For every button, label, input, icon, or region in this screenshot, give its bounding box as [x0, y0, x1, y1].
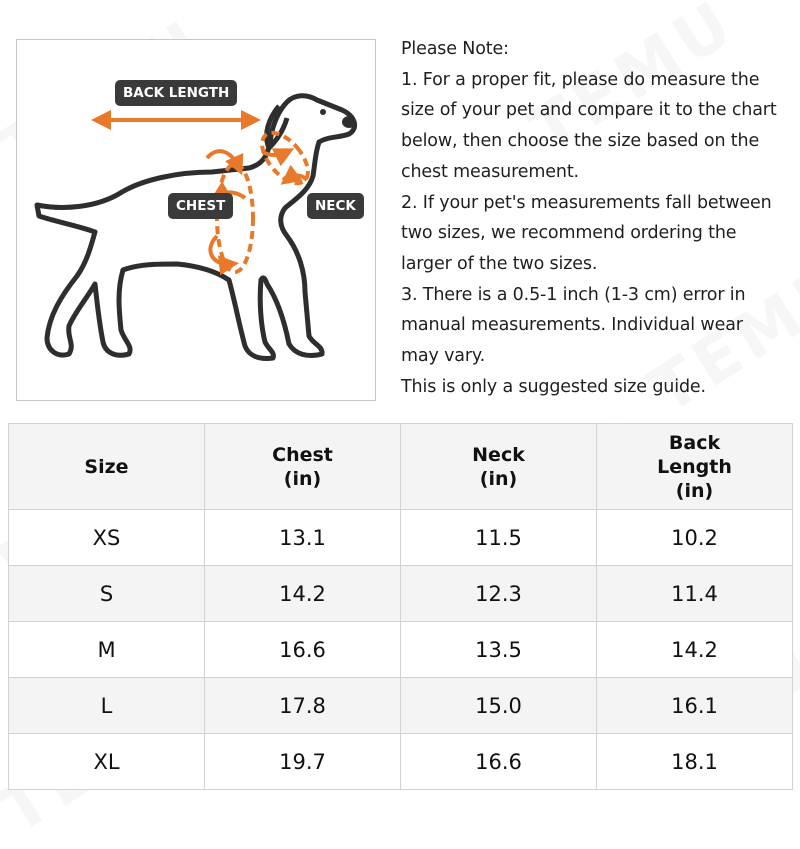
chest-arrow-bottom	[210, 236, 231, 264]
dog-silhouette	[37, 96, 355, 359]
note-line: size of your pet and compare it to the chart	[401, 100, 777, 121]
table-row	[9, 622, 793, 678]
back-length-cell: 16.1	[597, 678, 793, 734]
note-line: 3. There is a 0.5-1 inch (1-3 cm) error in	[401, 284, 746, 305]
neck-cell: 15.0	[401, 678, 597, 734]
chest-label: CHEST	[168, 193, 233, 219]
note-line: manual measurements. Individual wear	[401, 315, 743, 336]
note-line: may vary.	[401, 346, 486, 367]
note-line: below, then choose the size based on the	[401, 131, 760, 152]
neck-cell: 16.6	[401, 734, 597, 790]
header-chest: Chest (in)	[205, 424, 401, 510]
note-line: 1. For a proper fit, please do measure the	[401, 69, 760, 90]
header-back-length: Back Length (in)	[597, 424, 793, 510]
note-line: larger of the two sizes.	[401, 253, 598, 274]
note-line: This is only a suggested size guide.	[401, 376, 706, 397]
chest-cell: 19.7	[205, 734, 401, 790]
size-cell: L	[9, 678, 205, 734]
note-line: 2. If your pet's measurements fall between	[401, 192, 772, 213]
neck-cell: 11.5	[401, 510, 597, 566]
header-size: Size	[9, 424, 205, 510]
size-cell: M	[9, 622, 205, 678]
table-row	[9, 678, 793, 734]
table-row	[9, 566, 793, 622]
neck-label: NECK	[307, 193, 364, 219]
back-length-cell: 11.4	[597, 566, 793, 622]
size-note	[401, 34, 797, 402]
back-length-cell: 10.2	[597, 510, 793, 566]
note-line: Please Note:	[401, 39, 509, 59]
neck-arrow	[263, 152, 287, 155]
table-row	[9, 510, 793, 566]
header-neck: Neck (in)	[401, 424, 597, 510]
dog-nose	[342, 116, 356, 128]
note-line: chest measurement.	[401, 161, 579, 182]
table-header-row	[9, 424, 793, 510]
size-cell: XL	[9, 734, 205, 790]
size-cell: S	[9, 566, 205, 622]
note-line: two sizes, we recommend ordering the	[401, 223, 737, 244]
chest-arrow-top	[207, 151, 239, 168]
back-length-label: BACK LENGTH	[115, 80, 237, 106]
back-length-cell: 14.2	[597, 622, 793, 678]
chest-cell: 16.6	[205, 622, 401, 678]
size-chart-table	[8, 423, 793, 790]
neck-cell: 12.3	[401, 566, 597, 622]
neck-arrow-2	[287, 176, 307, 181]
table-row	[9, 734, 793, 790]
neck-cell: 13.5	[401, 622, 597, 678]
chest-cell: 14.2	[205, 566, 401, 622]
dog-measurement-figure	[16, 39, 376, 401]
back-length-cell: 18.1	[597, 734, 793, 790]
size-cell: XS	[9, 510, 205, 566]
chest-cell: 13.1	[205, 510, 401, 566]
chest-cell: 17.8	[205, 678, 401, 734]
dog-eye	[320, 109, 326, 115]
